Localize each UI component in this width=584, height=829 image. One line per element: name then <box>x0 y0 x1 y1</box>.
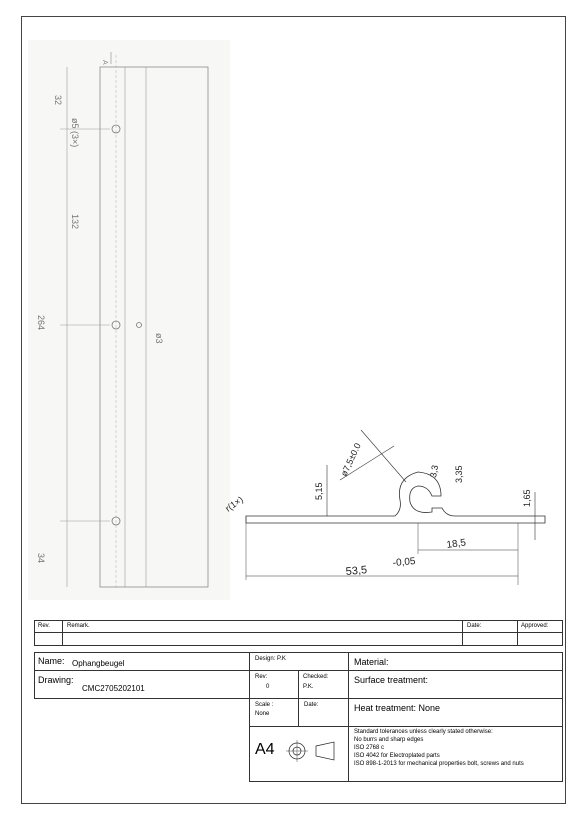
drawing-label: Drawing: <box>38 675 74 685</box>
dim-loop-1: 3,3 <box>428 464 441 479</box>
dim-angle: ø7,5±0.0 <box>338 441 363 478</box>
rev-number-value: 0 <box>266 684 270 690</box>
rev-label: Rev. <box>38 623 50 629</box>
angle-line <box>361 430 406 482</box>
dim-loop-2: 3,35 <box>454 465 464 483</box>
dim-thickness: 1,65 <box>522 489 532 507</box>
profile-outline <box>246 472 545 523</box>
note-line-5: ISO 898-1-2013 for mechanical properties bolt, screws and nuts <box>354 761 524 767</box>
revision-table-divider <box>34 620 563 633</box>
checked-label: Checked: <box>303 674 329 680</box>
surface-treatment-label: Surface treatment: <box>354 675 429 685</box>
dim-total-width: 53,5 <box>345 564 368 578</box>
projection-symbol <box>286 740 340 762</box>
revision-col-divider <box>462 620 463 646</box>
remark-label: Remark. <box>67 623 90 629</box>
paper-size: A4 <box>255 741 275 758</box>
dim-holes: ø5 (3×) <box>70 118 80 148</box>
checked-value: P.K. <box>303 684 314 690</box>
dim-mid-spacing: 132 <box>70 214 80 230</box>
note-line-1: Standard tolerances unless clearly stated otherwise: <box>354 729 493 735</box>
sketch-paper <box>28 40 230 600</box>
note-line-4: ISO 4042 for Electroplated parts <box>354 753 440 759</box>
revision-col-divider <box>62 620 63 646</box>
dim-top-offset: 32 <box>53 95 63 106</box>
name-label: Name: <box>38 656 65 666</box>
revision-date-label: Date: <box>467 623 482 629</box>
material-label: Material: <box>354 657 389 667</box>
note-line-2: No burrs and sharp edges <box>354 737 424 743</box>
rev-number-label: Rev: <box>255 674 268 680</box>
dim-short-width: 18,5 <box>445 537 467 551</box>
dim-height-1: 5,15 <box>314 482 324 500</box>
scale-value: None <box>255 711 270 717</box>
dim-total-length: 264 <box>36 315 46 331</box>
title-date-label: Date: <box>304 702 319 708</box>
revision-col-divider <box>517 620 518 646</box>
name-value: Ophangbeugel <box>72 659 125 668</box>
scale-label: Scale : <box>255 702 274 708</box>
dim-radius: r(1×) <box>223 494 245 514</box>
svg-text:A: A <box>101 60 108 65</box>
dim-tolerance: -0,05 <box>392 556 416 569</box>
heat-treatment-label: Heat treatment: None <box>354 703 441 713</box>
drawing-value: CMC2705202101 <box>82 684 145 693</box>
dim-bottom-offset: 34 <box>36 553 46 564</box>
dim-small-hole: ø3 <box>154 333 164 344</box>
approved-label: Approved: <box>521 623 549 629</box>
note-line-3: ISO 2768 c <box>354 745 385 751</box>
design-label: Design: P.K <box>255 656 286 662</box>
